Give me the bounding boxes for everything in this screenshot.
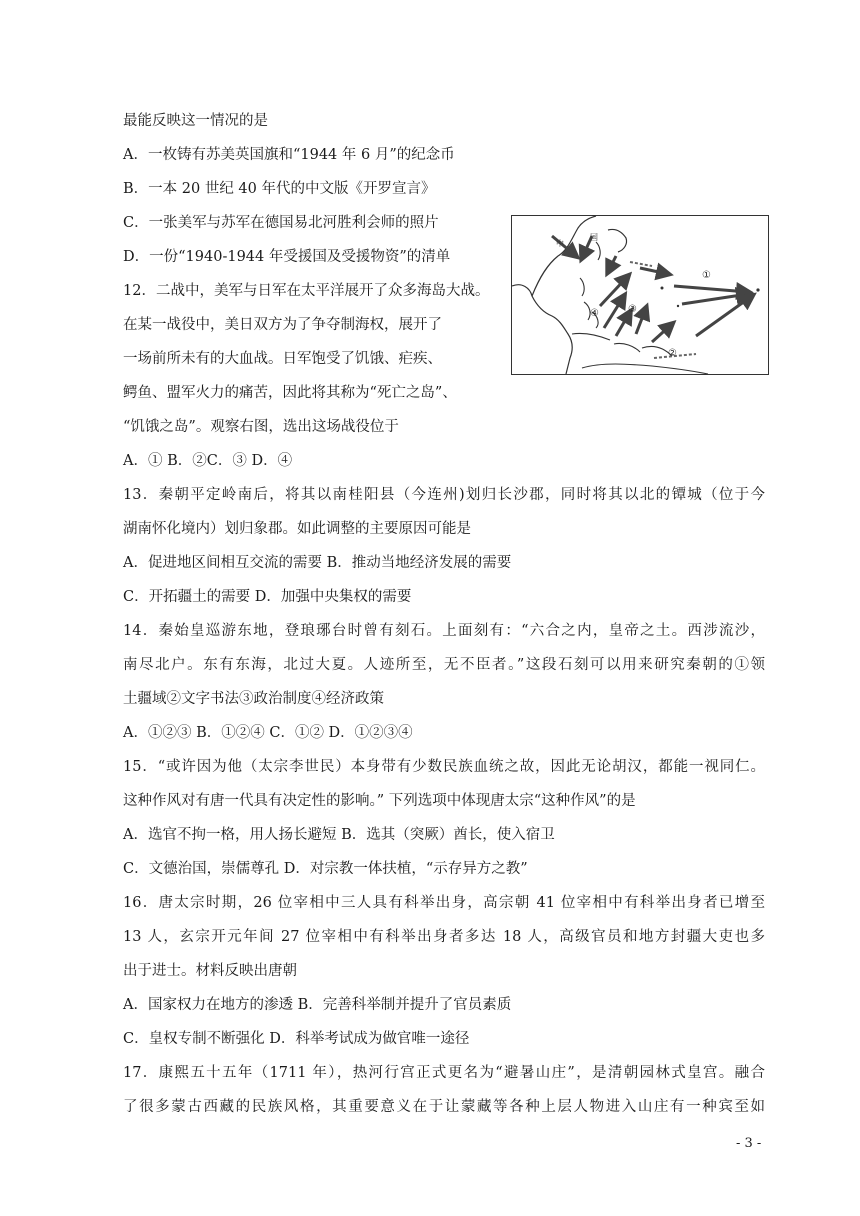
line-06: 12．二战中，美军与日军在太平洋展开了众多海岛大战。 — [123, 283, 490, 299]
line-04: C．一张美军与苏军在德国易北河胜利会师的照片 — [123, 215, 439, 231]
line-01: 最能反映这一情况的是 — [123, 113, 268, 129]
line-20: 15．“或许因为他（太宗李世民）本身带有少数民族血统之故，因此无论胡汉，都能一视同仁。 — [123, 759, 765, 775]
line-28: C．皇权专制不断强化 D．科举考试成为做官唯一途径 — [123, 1031, 470, 1047]
line-29: 17．康熙五十五年（1711 年），热河行宫正式更名为“避暑山庄”，是清朝园林式皇宫。融合 — [123, 1065, 765, 1081]
line-17: 南尽北户。东有东海，北过大夏。人迹所至，无不臣者。”这段石刻可以用来研究秦朝的①领 — [123, 657, 765, 673]
line-10: “饥饿之岛”。观察右图，选出这场战役位于 — [123, 419, 399, 435]
marker-3: ③ — [628, 304, 637, 315]
coastline — [512, 285, 572, 374]
line-11: A．① B．②C．③ D．④ — [123, 453, 293, 469]
line-25: 13 人，玄宗开元年间 27 位宰相中有科举出身者多达 18 人，高级官员和地方封疆大吏也多 — [123, 929, 765, 945]
line-02: A．一枚铸有苏美英国旗和“1944 年 6 月”的纪念币 — [123, 147, 455, 163]
line-13: 湖南怀化境内）划归象郡。如此调整的主要原因可能是 — [123, 521, 471, 537]
line-24: 16．唐太宗时期，26 位宰相中三人具有科举出身，高宗朝 41 位宰相中有科举出身者已增至 — [123, 895, 765, 911]
line-12: 13．秦朝平定岭南后，将其以南桂阳县（今连州)划归长沙郡，同时将其以北的镡城（位于今 — [123, 487, 765, 503]
line-22: A．选官不拘一格，用人扬长避短 B．选其（突厥）酋长，使入宿卫 — [123, 827, 555, 843]
line-30: 了很多蒙古西藏的民族风格，其重要意义在于让蒙藏等各种上层人物进入山庄有一种宾至如 — [123, 1099, 765, 1115]
philippines — [580, 278, 598, 328]
line-18: 土疆域②文字书法③政治制度④经济政策 — [123, 691, 384, 707]
line-05: D．一份“1940-1944 年受援国及受援物资”的清单 — [123, 249, 451, 265]
line-14: A．促进地区间相互交流的需要 B．推动当地经济发展的需要 — [123, 555, 512, 571]
marker-1: ① — [702, 270, 711, 281]
line-08: 一场前所未有的大血战。日军饱受了饥饿、疟疾、 — [123, 351, 442, 367]
pacific-war-map — [511, 215, 769, 375]
map-label-guo: 国 — [590, 233, 598, 242]
line-03: B．一本 20 世纪 40 年代的中文版《开罗宣言》 — [123, 181, 436, 197]
line-23: C．文德治国，崇儒尊孔 D．对宗教一体扶植，“示存异方之教” — [123, 861, 528, 877]
line-19: A．①②③ B．①②④ C．①② D．①②③④ — [123, 725, 413, 741]
japan-island — [608, 229, 627, 252]
line-16: 14．秦始皇巡游东地，登琅琊台时曾有刻石。上面刻有：“六合之内，皇帝之土。西涉流沙， — [123, 623, 765, 639]
map-label-china: 中 — [556, 239, 564, 248]
page-number: - 3 - — [736, 1136, 762, 1151]
coastline — [532, 216, 596, 296]
line-26: 出于进士。材料反映出唐朝 — [123, 963, 297, 979]
korea-peninsula — [596, 242, 600, 260]
line-07: 在某一战役中，美日双方为了争夺制海权，展开了 — [123, 317, 442, 333]
australia-coast — [582, 364, 708, 374]
marker-2: ② — [668, 348, 677, 359]
line-15: C．开拓疆土的需要 D．加强中央集权的需要 — [123, 589, 412, 605]
line-27: A．国家权力在地方的渗透 B．完善科举制并提升了官员素质 — [123, 997, 512, 1013]
line-21: 这种作风对有唐一代具有决定性的影响。” 下列选项中体现唐太宗“这种作风”的是 — [123, 793, 636, 809]
line-09: 鳄鱼、盟军火力的痛苦，因此将其称为“死亡之岛”、 — [123, 385, 457, 401]
marker-4: ④ — [590, 308, 599, 319]
